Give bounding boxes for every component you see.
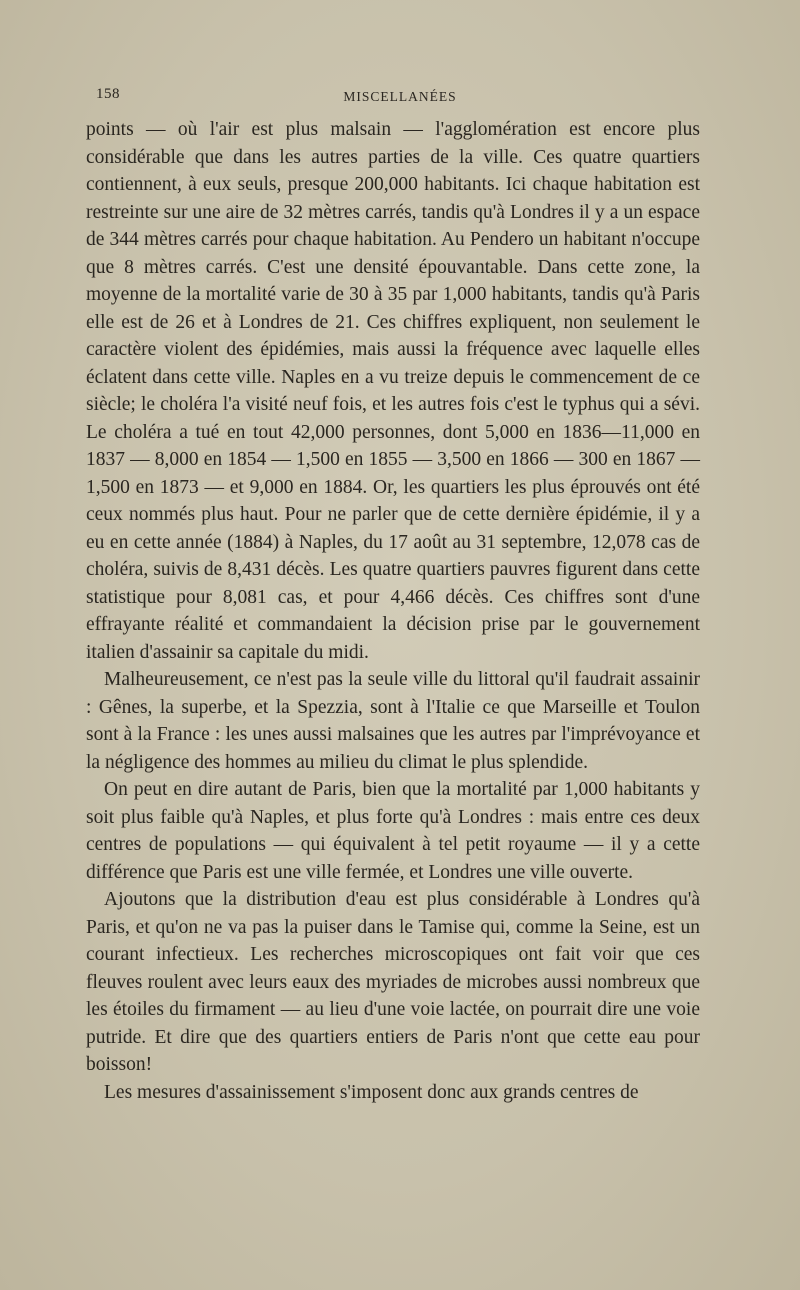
paragraph-2: Malheureusement, ce n'est pas la seule ville du littoral qu'il faudrait assainir : Gênes, la superbe, et la Spezzia, sont à l'Italie ce que Marseille et Toulon sont à la France : les unes aussi malsaines que les autres par l'imprévoyance et la négligence des hommes au milieu du climat le plus splendide. — [86, 669, 700, 773]
paragraph-5: Les mesures d'assainissement s'imposent donc aux grands centres de — [104, 1081, 639, 1103]
running-head: MISCELLANÉES — [343, 89, 457, 104]
page-header — [0, 86, 800, 110]
paragraph-4: Ajoutons que la distribution d'eau est plus considérable à Londres qu'à Paris, et qu'on ne va pas la puiser dans le Tamise qui, comme la Seine, est un courant infectieux. Les recherches microscopiques ont fait voir que ces fleuves roulent avec leurs eaux des myriades de microbes aussi nombreux que les étoiles du firmament — au lieu d'une voie lactée, on pourrait dire une voie putride. Et dire que des quartiers entiers de Paris n'ont que cette eau pour boisson! — [86, 889, 700, 1075]
paragraph-1: points — où l'air est plus malsain — l'agglomération est encore plus considérable que dans les autres parties de la ville. Ces quatre quartiers contiennent, à eux seuls, presque 200,000 habitants. Ici chaque habitation est restreinte sur une aire de 32 mètres carrés, tandis qu'à Londres il y a un espace de 344 mètres carrés pour chaque habitation. Au Pendero un habitant n'occupe que 8 mètres carrés. C'est une densité épouvantable. Dans cette zone, la moyenne de la mortalité varie de 30 à 35 par 1,000 habitants, tandis qu'à Paris elle est de 26 et à Londres de 21. Ces chiffres expliquent, non seulement le caractère violent des épidémies, mais aussi la fréquence avec laquelle elles éclatent dans cette ville. Naples en a vu treize depuis le commencement de ce siècle; le choléra l'a visité neuf fois, et les autres fois c'est le typhus qui a sévi. Le choléra a tué en tout 42,000 personnes, dont 5,000 en 1836—11,000 en 1837 — 8,000 en 1854 — 1,500 en 1855 — 3,500 en 1866 — 300 en 1867 — 1,500 en 1873 — et 9,000 en 1884. Or, les quartiers les plus éprouvés ont été ceux nommés plus haut. Pour ne parler que de cette dernière épidémie, il y a eu en cette année (1884) à Naples, du 17 août au 31 septembre, 12,078 cas de choléra, suivis de 8,431 décès. Les quatre quartiers pauvres figurent dans cette statistique pour 8,081 cas, et pour 4,466 décès. Ces chiffres sont d'une effrayante réalité et commandaient la décision prise par le gouvernement italien d'assainir sa capitale du midi. — [86, 119, 700, 663]
paragraph-3: On peut en dire autant de Paris, bien que la mortalité par 1,000 habitants y soit plus faible qu'à Naples, et plus forte qu'à Londres : mais entre ces deux centres de populations — qui équivalent à tel petit royaume — il y a cette différence que Paris est une ville fermée, et Londres une ville ouverte. — [86, 779, 700, 883]
body-text — [86, 116, 700, 1106]
page-number: 158 — [96, 86, 120, 102]
